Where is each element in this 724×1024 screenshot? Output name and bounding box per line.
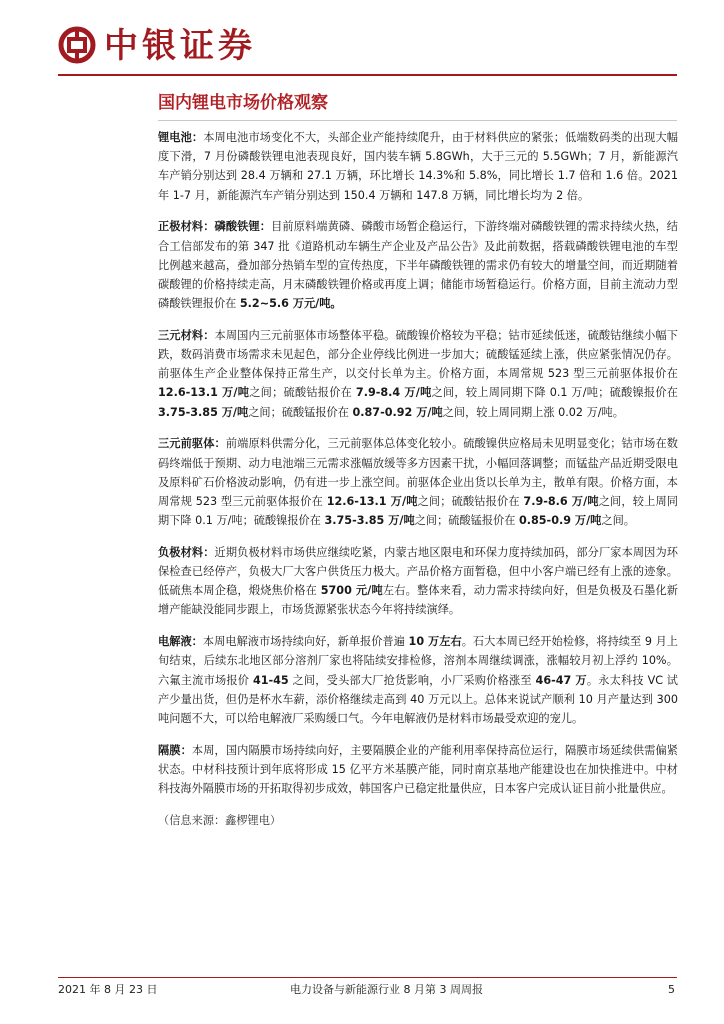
paragraph-lead: 锂电池： xyxy=(158,131,204,144)
paragraph-text: 之间，受头部大厂抢货影响，小厂采购价格涨至 xyxy=(288,673,536,687)
paragraph-text: 本周国内三元前驱体市场整体平稳。硫酸镍价格较为平稳；钴市延续低迷，硫酸钴继续小幅下跌，数码消费市场需求未见起色，部分企业停线比例进一步加大；硫酸锰延续上涨，供应紧张情况仍存。前驱体生产企业整体保持正常生产，以交付长单为主。价格方面，本周常规 523 型三元前驱体报价在 xyxy=(158,328,678,381)
paragraph-text: 之间；硫酸钴报价在 xyxy=(249,386,356,400)
paragraph-lead: 负极材料： xyxy=(158,545,215,559)
header-divider xyxy=(58,74,677,76)
highlighted-value: 46-47 万 xyxy=(535,673,587,687)
paragraph-text: 之间；硫酸锰报价在 xyxy=(248,405,353,419)
paragraph-text: 本周电池市场变化不大，头部企业产能持续爬升，由于材料供应的紧张；低端数码类的出现大幅度下滑，7 月份磷酸铁锂电池表现良好，国内装车辆 5.8GWh，大于三元的 5.5GWh；7 月，新能源汽车产销分别达到 28.4 万辆和 27.1 万辆，环比增长 14.3%和 5.8%，同比增长 1.7 倍和 1.6 倍。2021 年 1-7 月，新能源汽车产销分别达到 150.4 万辆和 147.8 万辆，同比增长均为 2 倍。 xyxy=(158,131,678,202)
paragraph xyxy=(158,217,678,313)
source-note: （信息来源：鑫椤锂电） xyxy=(158,813,282,827)
paragraph xyxy=(158,128,678,205)
footer-divider xyxy=(58,977,677,978)
paragraph-lead: 电解液： xyxy=(158,635,203,649)
paragraph-text: 之间。 xyxy=(601,514,635,528)
page-number: 5 xyxy=(668,983,675,996)
paragraph-text: 。永太科技 VC 试产少量出货，但仍是杯水车薪，添价格继续走高到 40 万元以上。总体来说试产顺利 10 月产量达到 300 吨问题不大，可以给电解液厂采购缓口气。今年电解液仍是材料市场最受欢迎的宠儿。 xyxy=(158,673,678,725)
highlighted-value: 12.6-13.1 万/吨 xyxy=(326,494,418,508)
highlighted-value: 10 万左右 xyxy=(408,635,462,649)
paragraph-lead: 三元前驱体： xyxy=(158,437,226,451)
report-header xyxy=(58,22,678,72)
highlighted-value: 0.85-0.9 万/吨 xyxy=(518,514,602,528)
paragraph-text: 左右。整体来看，动力需求持续向好，但是负极及石墨化新增产能缺没能同步跟上，市场货源紧张状态今年将持续演绎。 xyxy=(158,584,678,617)
boc-coin-logo-icon xyxy=(58,26,96,64)
paragraph-text: 之间，较上周同期下降 0.1 万/吨；硫酸镍报价在 xyxy=(158,494,678,528)
brand-name: 中银证券 xyxy=(104,26,256,66)
highlighted-value: 5700 元/吨 xyxy=(320,584,383,598)
paragraph-text: 本周电解液市场持续向好，新单报价普遍 xyxy=(202,635,409,649)
report-body xyxy=(158,128,678,830)
highlighted-value: 12.6-13.1 万/吨 xyxy=(158,386,250,400)
paragraph-text: 之间；硫酸锰报价在 xyxy=(414,514,519,528)
title-divider xyxy=(158,120,677,121)
paragraph-text: 本周，国内隔膜市场持续向好，主要隔膜企业的产能利用率保持高位运行，隔膜市场延续供需偏紧状态。中材科技预计到年底将形成 15 亿平方米基膜产能，同时南京基地产能建设也在加快推进中。中材科技海外隔膜市场的开拓取得初步成效，韩国客户已稳定批量供应，日本客户完成认证目前小批量供应。 xyxy=(158,743,678,796)
paragraph xyxy=(158,632,678,728)
paragraph xyxy=(158,543,678,620)
footer-date: 2021 年 8 月 23 日 xyxy=(58,983,158,996)
paragraph-text: 目前原料端黄磷、磷酸市场暂企稳运行，下游终端对磷酸铁锂的需求持续火热，结合工信部发布的第 347 批《道路机动车辆生产企业及产品公告》及此前数据，搭载磷酸铁锂电池的车型比例越来越高，叠加部分热销车型的宣传热度，下半年磷酸铁锂的需求仍有较大的增量空间，而近期随着碳酸锂的价格持续走高，月末磷酸铁锂价格或再度上调；储能市场暂稳运行。价格方面，目前主流动力型磷酸铁锂报价在 xyxy=(158,220,678,311)
paragraph-lead: 三元材料： xyxy=(158,328,215,342)
section-title: 国内锂电市场价格观察 xyxy=(158,93,328,113)
highlighted-value: 7.9-8.4 万/吨 xyxy=(355,386,432,400)
paragraph xyxy=(158,434,678,530)
paragraph xyxy=(158,326,678,422)
highlighted-value: 3.75-3.85 万/吨 xyxy=(158,405,249,419)
paragraph-text: 前端原料供需分化，三元前驱体总体变化较小。硫酸镍供应格局未见明显变化；钴市场在数码终端低于预期、动力电池端三元需求涨幅放缓等多方因素干扰，小幅回落调整；而锰盐产品近期受限电及原料矿石价格波动影响，仍有进一步上涨空间。前驱体企业出货以长单为主，散单有限。价格方面，本周常规 523 型三元前驱体报价在 xyxy=(158,437,678,508)
paragraph-text: 之间，较上周同期上涨 0.02 万/吨。 xyxy=(442,405,624,419)
paragraph-text: 近期负极材料市场供应继续吃紧，内蒙古地区限电和环保力度持续加码，部分厂家本周因为环保检查已经停产，负极大厂大客户供货压力极大。产品价格方面暂稳，但中小客户端已经有上涨的迹象。低硫焦本周企稳，煅烧焦价格在 xyxy=(158,545,678,598)
paragraph-text: 之间；硫酸钴报价在 xyxy=(417,494,524,508)
highlighted-value: 5.2~5.6 万元/吨。 xyxy=(239,297,342,311)
paragraph-lead: 正极材料：磷酸铁锂： xyxy=(158,220,272,234)
paragraph xyxy=(158,741,678,799)
highlighted-value: 3.75-3.85 万/吨 xyxy=(324,514,415,528)
footer-report-title: 电力设备与新能源行业 8 月第 3 周周报 xyxy=(290,983,483,996)
paragraph-list xyxy=(158,128,678,798)
highlighted-value: 0.87-0.92 万/吨 xyxy=(352,405,443,419)
paragraph-text: 。石大本周已经开始检修，将持续至 9 月上旬结束，后续东北地区部分溶剂厂家也将陆续安排检修，溶剂本周继续调涨，涨幅较月初上浮约 10%。六氟主流市场报价 xyxy=(158,635,678,687)
highlighted-value: 41-45 xyxy=(252,673,289,687)
paragraph-text: 之间，较上周同期下降 0.1 万/吨；硫酸镍报价在 xyxy=(431,386,678,400)
paragraph-lead: 隔膜： xyxy=(158,743,192,757)
highlighted-value: 7.9-8.6 万/吨 xyxy=(523,494,599,508)
